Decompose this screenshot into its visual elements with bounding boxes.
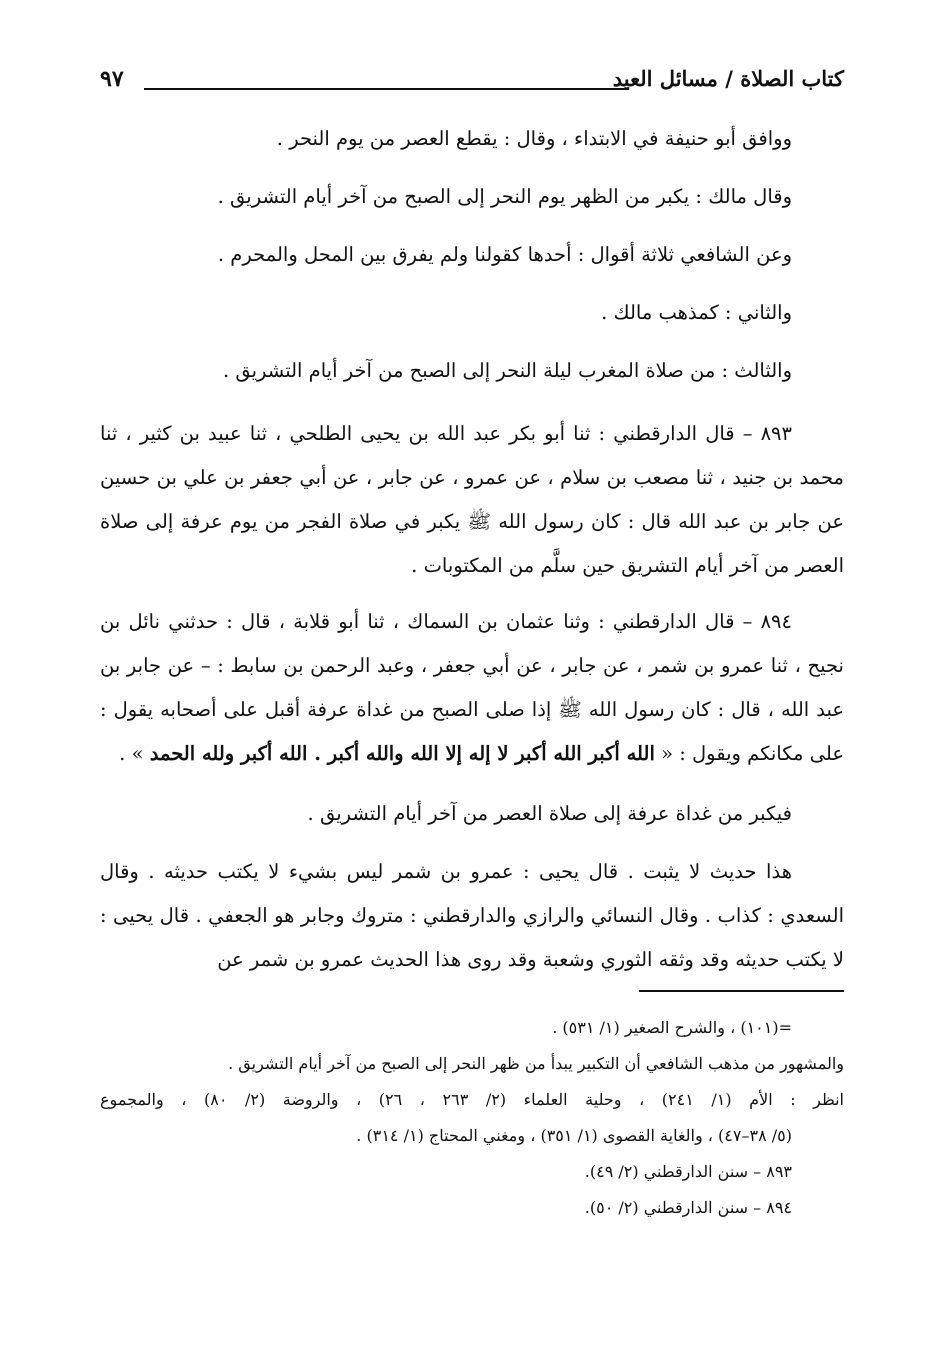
paragraph-grading: هذا حديث لا يثبت . قال يحيى : عمرو بن شمر ليس بشيء لا يكتب حديثه . وقال السعدي : كذاب . وقال النسائي والرازي والدارقطني : متروك وجابر هو الجعفي . قال يحيى : لا يكتب حديثه وقد وثقه الثوري وشعبة وقد روى هذا الحديث عمرو بن شمر عن xyxy=(100,860,844,971)
footnote-line: (٥/ ٣٨–٤٧) ، والغاية القصوى (١/ ٣٥١) ، ومغني المحتاج (١/ ٣١٤) . xyxy=(356,1126,792,1145)
footnote-line: ٨٩٤ – سنن الدارقطني (٢/ ٥٠). xyxy=(584,1198,792,1217)
paragraph-takbir-period: فيكبر من غداة عرفة إلى صلاة العصر من آخر أيام التشريق . xyxy=(307,802,792,825)
paragraph-third-opinion: والثالث : من صلاة المغرب ليلة النحر إلى الصبح من آخر أيام التشريق . xyxy=(222,359,792,382)
footnote-rule xyxy=(639,990,844,992)
chapter-title: كتاب الصلاة / مسائل العيد xyxy=(612,66,844,91)
hadith-894-closing: » . xyxy=(119,742,150,765)
footnote-line: =(١٠١) ، والشرح الصغير (١/ ٥٣١) . xyxy=(552,1018,792,1037)
paragraph-shafii: وعن الشافعي ثلاثة أقوال : أحدها كقولنا ولم يفرق بين المحل والمحرم . xyxy=(217,243,792,266)
takbir-formula: الله أكبر الله أكبر لا إله إلا الله والله أكبر . الله أكبر ولله الحمد xyxy=(149,742,655,765)
hadith-894-text: ٨٩٤ – قال الدارقطني : وثنا عثمان بن السماك ، ثنا أبو قلابة ، قال : حدثني نائل بن نجيح ، ثنا عمرو بن شمر ، عن جابر ، عن أبي جعفر ، وعبد الرحمن بن سابط : – عن جابر بن عبد الله ، قال : كان رسول الله ﷺ إذا صلى الصبح من غداة عرفة أقبل على أصحابه يقول : على مكانكم ويقول : « xyxy=(100,610,844,765)
footnote-line: انظر : الأم (١/ ٢٤١) ، وحلية العلماء (٢/ ٢٦٣ ، ٢٦) ، والروضة (٢/ ٨٠) ، والمجموع xyxy=(100,1090,844,1109)
page-number: ٩٧ xyxy=(100,66,124,92)
hadith-894 xyxy=(100,600,844,776)
header-rule xyxy=(144,88,629,90)
hadith-893: ٨٩٣ – قال الدارقطني : ثنا أبو بكر عبد الله بن يحيى الطلحي ، ثنا عبيد بن كثير ، ثنا محمد بن جنيد ، ثنا مصعب بن سلام ، عن عمرو ، عن جابر ، عن أبي جعفر بن علي بن حسين عن جابر بن عبد الله قال : كان رسول الله ﷺ يكبر في صلاة الفجر من يوم عرفة إلى صلاة العصر من آخر أيام التشريق حين سلَّم من المكتوبات . xyxy=(100,422,844,577)
paragraph-malik: وقال مالك : يكبر من الظهر يوم النحر إلى الصبح من آخر أيام التشريق . xyxy=(217,185,792,208)
paragraph-abu-hanifa: ووافق أبو حنيفة في الابتداء ، وقال : يقطع العصر من يوم النحر . xyxy=(276,127,792,150)
main-text xyxy=(100,110,844,982)
footnote-line: والمشهور من مذهب الشافعي أن التكبير يبدأ من ظهر النحر إلى الصبح من آخر أيام التشريق . xyxy=(228,1054,844,1073)
footnote-line: ٨٩٣ – سنن الدارقطني (٢/ ٤٩). xyxy=(584,1162,792,1181)
paragraph-second-opinion: والثاني : كمذهب مالك . xyxy=(601,301,792,324)
running-header xyxy=(100,66,844,106)
